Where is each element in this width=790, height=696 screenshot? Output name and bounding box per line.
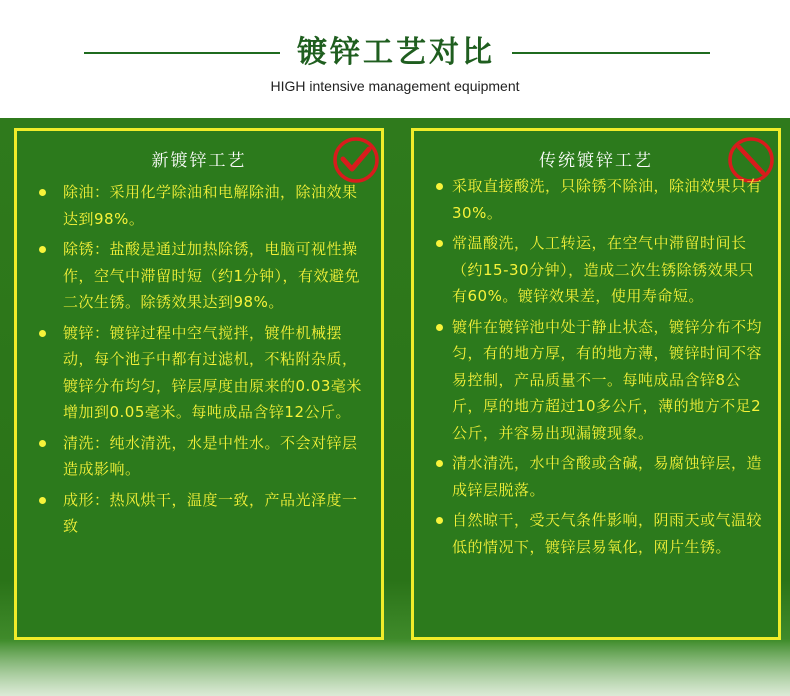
- bullet-dot: [39, 330, 46, 337]
- bullet-dot: [39, 440, 46, 447]
- list-item: [414, 450, 778, 503]
- list-item-text: 镀锌：镀锌过程中空气搅拌，镀件机械摆动，每个池子中都有过滤机，不粘附杂质，镀锌分布均匀，锌层厚度由原来的0.03毫米增加到0.05毫米。每吨成品含锌12公斤。: [63, 323, 362, 421]
- list-item: [17, 430, 381, 483]
- bullet-dot: [436, 460, 443, 467]
- list-item-text: 除油：采用化学除油和电解除油，除油效果达到98%。: [63, 183, 358, 228]
- traditional-process-panel: [411, 128, 781, 640]
- bullet-dot: [39, 189, 46, 196]
- bullet-dot: [39, 497, 46, 504]
- check-circle-icon: [331, 135, 381, 185]
- list-item-text: 成形：热风烘干，温度一致，产品光泽度一致: [63, 490, 358, 535]
- bullet-dot: [436, 183, 443, 190]
- list-item: [414, 507, 778, 560]
- list-item-text: 除锈：盐酸是通过加热除锈，电脑可视性操作，空气中滞留时短（约1分钟），有效避免二次生锈。除锈效果达到98%。: [63, 240, 361, 311]
- page-subtitle: HIGH intensive management equipment: [270, 78, 520, 94]
- new-process-title: 新镀锌工艺: [151, 151, 247, 171]
- list-item: [414, 314, 778, 447]
- bullet-dot: [436, 324, 443, 331]
- bullet-dot: [436, 517, 443, 524]
- page-title: 镀锌工艺对比: [297, 35, 495, 70]
- list-item-text: 常温酸洗，人工转运，在空气中滞留时间长（约15-30分钟），造成二次生锈除锈效果只有60%。镀锌效果差，使用寿命短。: [452, 234, 755, 305]
- header: [0, 0, 790, 118]
- new-process-panel: [14, 128, 384, 640]
- list-item: [414, 173, 778, 226]
- list-item-text: 自然晾干，受天气条件影响，阴雨天或气温较低的情况下，镀锌层易氧化，网片生锈。: [452, 511, 763, 556]
- list-item: [17, 320, 381, 426]
- traditional-process-title: 传统镀锌工艺: [539, 151, 653, 171]
- traditional-process-list: [414, 173, 778, 560]
- new-process-list: [17, 179, 381, 540]
- bullet-dot: [436, 240, 443, 247]
- list-item: [17, 236, 381, 316]
- bottom-shade: [0, 640, 790, 696]
- list-item: [17, 487, 381, 540]
- list-item: [17, 179, 381, 232]
- list-item-text: 采取直接酸洗，只除锈不除油，除油效果只有30%。: [452, 177, 763, 222]
- title-rule-left: [84, 52, 280, 54]
- bullet-dot: [39, 246, 46, 253]
- list-item-text: 镀件在镀锌池中处于静止状态，镀锌分布不均匀，有的地方厚，有的地方薄，镀锌时间不容易控制，产品质量不一。每吨成品含锌8公斤，厚的地方超过10多公斤，薄的地方不足2公斤，并容易出现漏镀现象。: [452, 317, 763, 442]
- list-item-text: 清洗：纯水清洗，水是中性水。不会对锌层造成影响。: [63, 433, 358, 478]
- list-item-text: 清水清洗，水中含酸或含碱，易腐蚀锌层，造成锌层脱落。: [452, 454, 763, 499]
- list-item: [414, 230, 778, 310]
- title-row: [0, 34, 790, 74]
- title-rule-right: [512, 52, 710, 54]
